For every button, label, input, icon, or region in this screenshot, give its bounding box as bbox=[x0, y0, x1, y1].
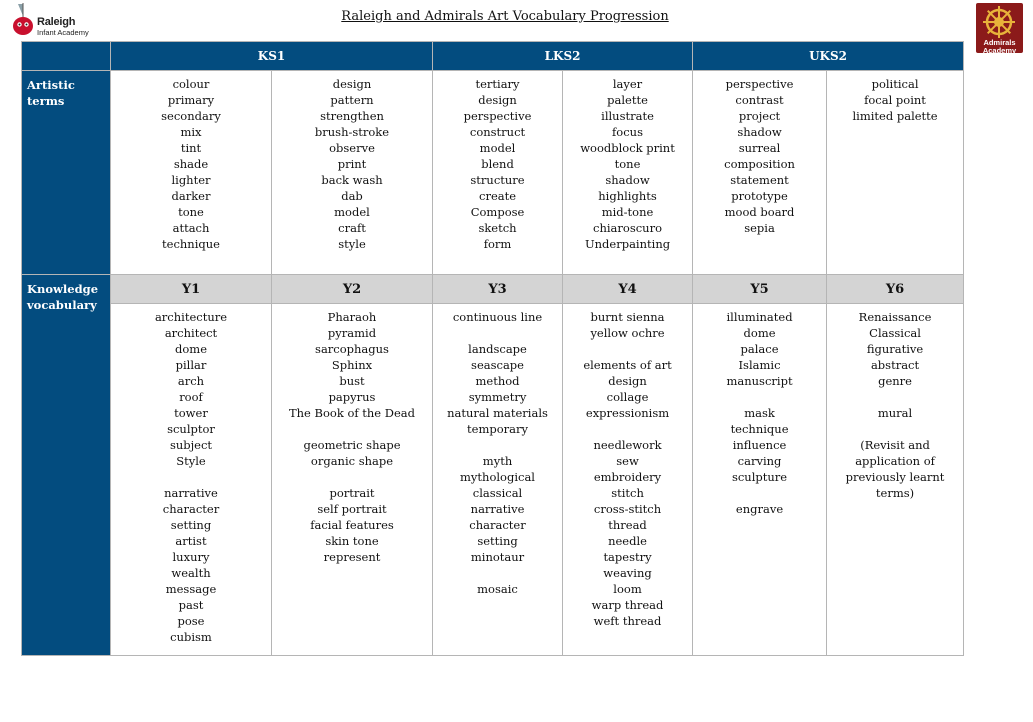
stage-header-lks2: LKS2 bbox=[433, 42, 693, 71]
corner-cell bbox=[22, 42, 111, 71]
vocab-term: Classical bbox=[869, 326, 921, 340]
vocab-term: technique bbox=[730, 422, 789, 436]
vocab-term: geometric shape bbox=[303, 438, 401, 452]
vocab-term: roof bbox=[179, 390, 203, 404]
vocab-term: craft bbox=[338, 221, 366, 235]
knowledge-vocabulary-row bbox=[22, 304, 964, 656]
vocab-term: character bbox=[469, 518, 526, 532]
vocab-term: mix bbox=[180, 125, 202, 139]
vocab-term: lighter bbox=[171, 173, 211, 187]
artistic-terms-row bbox=[22, 71, 964, 275]
vocab-term: application of bbox=[855, 454, 935, 468]
vocab-term: needle bbox=[608, 534, 647, 548]
year-header-row bbox=[22, 275, 964, 304]
vocab-term: landscape bbox=[468, 342, 527, 356]
vocab-term: tone bbox=[614, 157, 641, 171]
vocab-spacer bbox=[272, 469, 432, 485]
vocab-term: temporary bbox=[467, 422, 528, 436]
vocab-term: pattern bbox=[330, 93, 374, 107]
vocab-term: chiaroscuro bbox=[593, 221, 663, 235]
row-label-knowledge-vocabulary: Knowledge vocabulary bbox=[22, 275, 111, 656]
vocab-term: Islamic bbox=[738, 358, 781, 372]
vocab-term: mask bbox=[744, 406, 775, 420]
artistic-terms-col bbox=[272, 71, 433, 275]
raleigh-logo-name: Raleigh bbox=[37, 16, 76, 28]
vocab-term: brush-stroke bbox=[314, 125, 390, 139]
vocab-term: skin tone bbox=[325, 534, 379, 548]
vocab-term: pyramid bbox=[327, 326, 377, 340]
vocab-term: highlights bbox=[598, 189, 657, 203]
vocab-term: engrave bbox=[735, 502, 784, 516]
vocab-term: composition bbox=[724, 157, 795, 171]
vocab-term: message bbox=[165, 582, 217, 596]
vocab-term: (Revisit and bbox=[860, 438, 930, 452]
vocab-term: mythological bbox=[460, 470, 535, 484]
vocab-term: shadow bbox=[605, 173, 650, 187]
knowledge-vocab-col bbox=[827, 304, 964, 656]
vocab-term: colour bbox=[172, 77, 210, 91]
ship-wheel-icon bbox=[982, 5, 1016, 39]
artistic-terms-col bbox=[827, 71, 964, 275]
vocab-term: limited palette bbox=[852, 109, 938, 123]
vocab-term: shadow bbox=[737, 125, 782, 139]
vocabulary-table bbox=[21, 41, 964, 656]
vocab-term: elements of art bbox=[583, 358, 672, 372]
vocab-term: papyrus bbox=[328, 390, 376, 404]
vocab-term: secondary bbox=[161, 109, 221, 123]
artistic-terms-col bbox=[433, 71, 563, 275]
vocab-term: abstract bbox=[870, 358, 920, 372]
vocab-term: primary bbox=[167, 93, 215, 107]
vocab-term: sepia bbox=[744, 221, 775, 235]
vocab-term: political bbox=[871, 77, 919, 91]
year-header: Y5 bbox=[693, 275, 827, 304]
vocab-term: setting bbox=[170, 518, 212, 532]
vocab-term: create bbox=[479, 189, 517, 203]
knowledge-vocab-col bbox=[433, 304, 563, 656]
vocab-term: illuminated bbox=[726, 310, 793, 324]
vocab-spacer bbox=[433, 565, 562, 581]
vocab-term: perspective bbox=[463, 109, 532, 123]
vocab-term: organic shape bbox=[310, 454, 394, 468]
vocab-spacer bbox=[827, 421, 963, 437]
vocab-term: weaving bbox=[603, 566, 652, 580]
vocab-term: form bbox=[483, 237, 512, 251]
vocab-term: dome bbox=[743, 326, 776, 340]
artistic-terms-col bbox=[693, 71, 827, 275]
vocab-term: dab bbox=[341, 189, 363, 203]
vocab-term: attach bbox=[172, 221, 210, 235]
year-header: Y1 bbox=[111, 275, 272, 304]
vocab-spacer bbox=[693, 485, 826, 501]
vocab-term: palace bbox=[740, 342, 779, 356]
vocab-term: woodblock print bbox=[580, 141, 675, 155]
vocab-term: statement bbox=[730, 173, 789, 187]
vocab-term: surreal bbox=[738, 141, 781, 155]
vocab-term: sew bbox=[616, 454, 639, 468]
vocab-term: Style bbox=[176, 454, 206, 468]
vocab-term: sculptor bbox=[167, 422, 215, 436]
vocab-term: Underpainting bbox=[584, 237, 671, 251]
vocab-term: narrative bbox=[470, 502, 525, 516]
vocab-term: wealth bbox=[171, 566, 211, 580]
year-header: Y4 bbox=[563, 275, 693, 304]
vocab-term: model bbox=[479, 141, 516, 155]
vocab-term: facial features bbox=[310, 518, 394, 532]
vocab-term: perspective bbox=[725, 77, 794, 91]
vocab-term: genre bbox=[878, 374, 912, 388]
vocab-term: tone bbox=[178, 205, 204, 219]
admirals-logo-line1: Admirals bbox=[983, 38, 1016, 47]
vocab-term: darker bbox=[171, 189, 211, 203]
vocab-term: design bbox=[332, 77, 372, 91]
artistic-terms-col bbox=[563, 71, 693, 275]
vocab-term: Sphinx bbox=[331, 358, 373, 372]
vocab-spacer bbox=[433, 437, 562, 453]
vocab-term: collage bbox=[606, 390, 649, 404]
vocab-term: burnt sienna bbox=[590, 310, 665, 324]
vocab-term: seascape bbox=[471, 358, 524, 372]
vocab-term: tertiary bbox=[475, 77, 520, 91]
vocab-term: strengthen bbox=[320, 109, 384, 123]
vocab-term: past bbox=[178, 598, 204, 612]
vocab-term: luxury bbox=[172, 550, 210, 564]
vocab-spacer bbox=[563, 341, 692, 357]
vocab-term: tapestry bbox=[603, 550, 652, 564]
vocab-term: Pharaoh bbox=[327, 310, 377, 324]
vocab-term: cross-stitch bbox=[593, 502, 662, 516]
vocab-term: character bbox=[162, 502, 220, 516]
knowledge-vocab-col bbox=[563, 304, 693, 656]
raleigh-logo bbox=[12, 2, 102, 38]
vocab-term: represent bbox=[323, 550, 381, 564]
vocab-term: bust bbox=[339, 374, 365, 388]
raleigh-logo-sub: Infant Academy bbox=[37, 28, 89, 37]
vocab-term: blend bbox=[481, 157, 514, 171]
vocab-term: symmetry bbox=[468, 390, 527, 404]
vocab-term: continuous line bbox=[452, 310, 543, 324]
raleigh-crest-icon bbox=[12, 2, 36, 38]
vocab-term: embroidery bbox=[593, 470, 662, 484]
vocab-term: focal point bbox=[864, 93, 926, 107]
vocab-term: back wash bbox=[321, 173, 383, 187]
vocab-term: sarcophagus bbox=[315, 342, 389, 356]
vocab-term: warp thread bbox=[591, 598, 664, 612]
vocab-term: narrative bbox=[164, 486, 218, 500]
vocab-term: natural materials bbox=[447, 406, 548, 420]
year-header: Y3 bbox=[433, 275, 563, 304]
vocab-term: mood board bbox=[724, 205, 795, 219]
vocab-term: technique bbox=[162, 237, 220, 251]
vocab-term: self portrait bbox=[317, 502, 387, 516]
vocab-term: carving bbox=[737, 454, 782, 468]
vocab-term: portrait bbox=[329, 486, 375, 500]
vocab-spacer bbox=[272, 421, 432, 437]
vocab-term: tower bbox=[174, 406, 208, 420]
vocab-spacer bbox=[563, 421, 692, 437]
vocab-term: pose bbox=[177, 614, 205, 628]
vocab-term: needlework bbox=[593, 438, 662, 452]
knowledge-vocab-col bbox=[272, 304, 433, 656]
vocab-term: minotaur bbox=[470, 550, 525, 564]
vocab-term: layer bbox=[612, 77, 643, 91]
vocab-term: terms) bbox=[875, 486, 915, 500]
vocab-term: sculpture bbox=[731, 470, 788, 484]
vocab-term: illustrate bbox=[601, 109, 654, 123]
page-title: Raleigh and Admirals Art Vocabulary Progression bbox=[341, 9, 669, 24]
year-header: Y2 bbox=[272, 275, 433, 304]
vocab-term: setting bbox=[477, 534, 518, 548]
stage-header-ks1: KS1 bbox=[111, 42, 433, 71]
vocab-term: palette bbox=[607, 93, 648, 107]
knowledge-vocab-col bbox=[111, 304, 272, 656]
vocab-term: thread bbox=[608, 518, 647, 532]
vocab-term: style bbox=[338, 237, 366, 251]
vocab-spacer bbox=[111, 469, 271, 485]
vocab-term: arch bbox=[177, 374, 205, 388]
vocab-term: observe bbox=[329, 141, 375, 155]
vocab-term: myth bbox=[482, 454, 513, 468]
vocab-term: mid-tone bbox=[601, 205, 654, 219]
vocab-spacer bbox=[693, 389, 826, 405]
vocab-term: mosaic bbox=[477, 582, 518, 596]
vocab-term: artist bbox=[175, 534, 207, 548]
year-header: Y6 bbox=[827, 275, 964, 304]
knowledge-vocab-col bbox=[693, 304, 827, 656]
stage-header-uks2: UKS2 bbox=[693, 42, 964, 71]
vocab-term: architect bbox=[164, 326, 218, 340]
artistic-terms-col bbox=[111, 71, 272, 275]
vocab-term: architecture bbox=[154, 310, 228, 324]
vocab-term: previously learnt bbox=[845, 470, 945, 484]
vocab-term: construct bbox=[469, 125, 526, 139]
admirals-logo bbox=[976, 3, 1023, 53]
stage-header-row bbox=[22, 42, 964, 71]
vocab-term: classical bbox=[472, 486, 523, 500]
vocab-term: The Book of the Dead bbox=[288, 406, 416, 420]
vocab-term: print bbox=[337, 157, 367, 171]
vocab-term: Renaissance bbox=[858, 310, 932, 324]
vocab-term: subject bbox=[169, 438, 213, 452]
vocab-term: dome bbox=[175, 342, 207, 356]
vocab-term: focus bbox=[612, 125, 643, 139]
vocab-spacer bbox=[433, 325, 562, 341]
admirals-logo-line2: Academy bbox=[982, 45, 1017, 55]
vocab-term: structure bbox=[470, 173, 525, 187]
vocab-term: loom bbox=[613, 582, 642, 596]
vocab-term: yellow ochre bbox=[590, 326, 665, 340]
vocab-term: model bbox=[334, 205, 370, 219]
vocab-term: tint bbox=[180, 141, 202, 155]
vocab-term: design bbox=[608, 374, 647, 388]
vocab-term: influence bbox=[732, 438, 787, 452]
vocab-term: pillar bbox=[175, 358, 207, 372]
vocab-term: sketch bbox=[478, 221, 517, 235]
vocab-term: expressionism bbox=[585, 406, 670, 420]
vocab-term: Compose bbox=[470, 205, 525, 219]
vocab-term: weft thread bbox=[593, 614, 662, 628]
vocab-term: stitch bbox=[611, 486, 644, 500]
vocab-term: manuscript bbox=[726, 374, 793, 388]
vocab-term: figurative bbox=[866, 342, 924, 356]
vocab-term: method bbox=[475, 374, 520, 388]
vocab-term: cubism bbox=[170, 630, 212, 644]
vocab-spacer bbox=[827, 389, 963, 405]
vocab-term: prototype bbox=[731, 189, 788, 203]
row-label-artistic-terms: Artistic terms bbox=[22, 71, 111, 275]
vocab-term: shade bbox=[173, 157, 209, 171]
vocab-term: contrast bbox=[735, 93, 784, 107]
vocab-term: project bbox=[738, 109, 781, 123]
vocab-term: mural bbox=[877, 406, 913, 420]
vocab-term: design bbox=[478, 93, 517, 107]
